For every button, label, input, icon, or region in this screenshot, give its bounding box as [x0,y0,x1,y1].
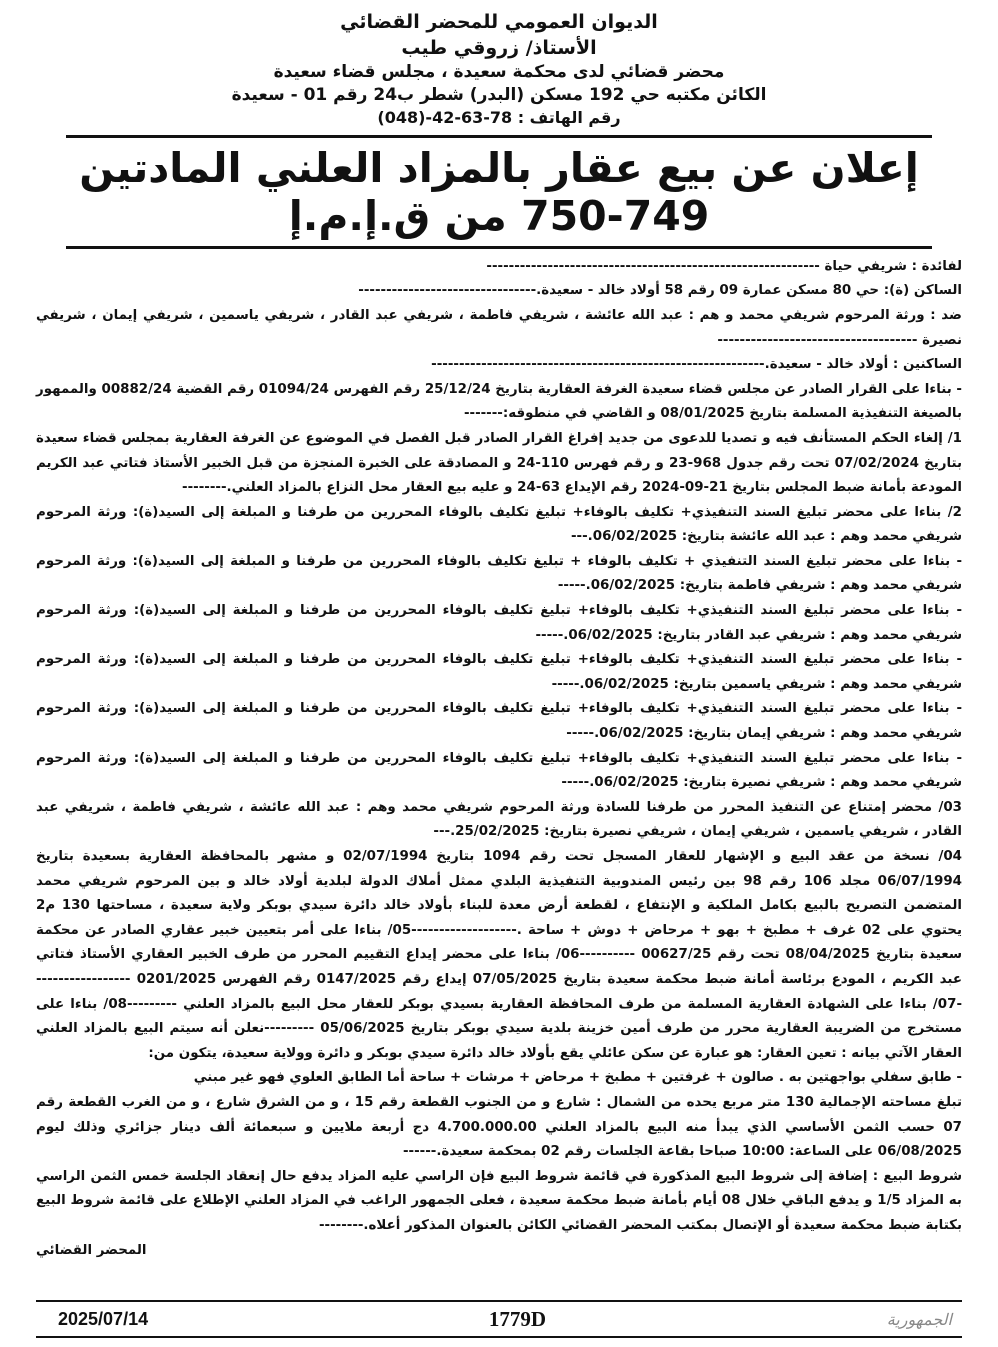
notification-nassira: - بناءا على محضر تبليغ السند التنفيذي+ تكليف بالوفاء+ تبليغ تكليف بالوفاء المحررين من طرفنا و المبلغة إلى السيد(ة): ورثة المرحوم شريفي محمد وهم : شريفي نصيرة بتاريخ: 06/02/2025.----- [36,750,962,791]
notification-fatima: - بناءا على محضر تبليغ السند التنفيذي + تكليف بالوفاء + تبليغ تكليف بالوفاء المحررين من طرفنا و المبلغة إلى السيد(ة): ورثة المرحوم شريفي محمد وهم : شريفي فاطمة بتاريخ: 06/02/2025.----- [36,553,962,594]
publication-date: 2025/07/14 [58,1308,149,1329]
property-area-price: تبلغ مساحته الإجمالية 130 متر مربع يحده من الشمال : شارع و من الجنوب القطعة رقم 15 ، و من الشرق شارع ، و من الغرب القطعة رقم 07 حسب الثمن الأساسي الذي يبدأ منه البيع بالمزاد العلني 4.700.000.00 دج أربعة ملايين و سبعمائة ألف دينار جزائري وذلك ليوم 06/08/2025 على الساعة: 10:00 صباحا بقاعة الجلسات رقم 02 بمحكمة سعيدة.------ [36,1094,962,1160]
bailiff-signature: المحضر القضائي [36,1242,147,1258]
court-decision-paragraph: - بناءا على القرار الصادر عن مجلس قضاء سعيدة الغرفة العقارية بتاريخ 25/12/24 رقم الفهرس 01094/24 رقم القضية 00882/24 والممهور بالصيغة التنفيذية المسلمة بتاريخ 08/01/2025 و القاضي في منطوقه:------- [36,381,962,422]
announcement-title: إعلان عن بيع عقار بالمزاد العلني المادتين 749-750 من ق.إ.م.إ [79,143,919,240]
announcement-body [36,255,962,1263]
bailiff-phone: رقم الهاتف : 78-63-42-(048) [377,108,621,128]
bailiff-address: الكائن مكتبه حي 192 مسكن (البدر) شطر ب24 رقم 01 - سعيدة [231,85,767,106]
bailiff-court: محضر قضائي لدى محكمة سعيدة ، مجلس قضاء سعيدة [273,62,725,83]
office-name: الديوان العمومي للمحضر القضائي [340,11,658,33]
item-1-paragraph: 1/ إلغاء الحكم المستأنف فيه و تصديا للدعوى من جديد إفراغ القرار الصادر قبل الفصل في الموضوع عن الغرفة العقارية بمجلس قضاء سعيدة بتاريخ 07/02/2024 تحت رقم جدول 968-23 و رقم فهرس 110-24 و المصادقة على الخبرة المنجزة من قبل الخبير الأستاذ فتاتي عبد الكريم المودعة بأمانة ضبط المجلس بتاريخ 21-09-2024 رقم الإيداع 63-24 و عليه بيع العقار محل النزاع بالمزاد العلني.-------- [36,430,962,496]
property-description: - طابق سفلي بواجهتين به . صالون + غرفتين + مطبخ + مرحاض + مرشات + ساحة أما الطابق العلوي فهو غير مبني [193,1070,962,1086]
notification-yasmine: - بناءا على محضر تبليغ السند التنفيذي+ تكليف بالوفاء+ تبليغ تكليف بالوفاء المحررين من طرفنا و المبلغة إلى السيد(ة): ورثة المرحوم شريفي محمد وهم : شريفي ياسمين بتاريخ: 06/02/2025.----- [36,652,962,692]
page-footer [36,1300,962,1338]
notification-abdelkader: - بناءا على محضر تبليغ السند التنفيذي+ تكليف بالوفاء+ تبليغ تكليف بالوفاء المحررين من طرفنا و المبلغة إلى السيد(ة): ورثة المرحوم شريفي محمد وهم : شريفي عبد القادر بتاريخ: 06/02/2025.----- [36,603,962,643]
item-3-paragraph: 03/ محضر إمتناع عن التنفيذ المحرر من طرفنا للسادة ورثة المرحوم شريفي محمد وهم : عبد الله عائشة ، شريفي فاطمة ، شريفي عبد القادر ، شريفي ياسمين ، شريفي إيمان ، شريفي نصيرة بتاريخ: 25/02/2025.--- [36,799,962,840]
announcement-code: 1779D [488,1306,546,1331]
announcement-title-banner [66,135,932,249]
sale-conditions: شروط البيع : إضافة إلى شروط البيع المذكورة في قائمة شروط البيع فإن الراسي عليه المزاد يدفع حال إنعقاد الجلسة خمس الثمن الراسي به المزاد 1/5 و يدفع الباقي خلال 08 أيام بأمانة ضبط محكمة سعيدة ، فعلى الجمهور الراغب في المزاد العلني الإطلاع على قائمة شروط البيع بكتابة ضبط محكمة سعيدة أو الإتصال بمكتب المحضر القضائي الكائن بالعنوان المذكور أعلاه.-------- [36,1168,962,1233]
defendants-line: ضد : ورثة المرحوم شريفي محمد و هم : عبد الله عائشة ، شريفي فاطمة ، شريفي عبد القادر ، شريفي ياسمين ، شريفي إيمان ، شريفي نصيرة ------------------------------------ [36,307,962,348]
beneficiary-address: الساكن (ة): حي 80 مسكن عمارة 09 رقم 58 أولاد خالد - سعيدة.-------------------------------- [358,283,962,299]
notification-imane: - بناءا على محضر تبليغ السند التنفيذي+ تكليف بالوفاء+ تبليغ تكليف بالوفاء المحررين من طرفنا و المبلغة إلى السيد(ة): ورثة المرحوم شريفي محمد وهم : شريفي إيمان بتاريخ: 06/02/2025.----- [36,701,962,742]
bailiff-name: الأستاذ/ زروقي طيب [401,36,597,59]
item-2-paragraph: 2/ بناءا على محضر تبليغ السند التنفيذي+ تكليف بالوفاء+ تبليغ تكليف بالوفاء المحررين من طرفنا و المبلغة إلى السيد(ة): ورثة المرحوم شريفي محمد وهم : عبد الله عائشة بتاريخ: 06/02/2025.--- [36,504,962,545]
bailiff-header [36,10,962,129]
defendants-address: الساكنين : أولاد خالد - سعيدة.------------------------------------------------------------ [431,357,962,373]
newspaper-logo: الجمهورية [886,1309,952,1329]
beneficiary-line: لفائدة : شريفي حياة ------------------------------------------------------------ [486,258,962,274]
item-4-8-paragraph: 04/ نسخة من عقد البيع و الإشهار للعقار المسجل تحت رقم 1094 بتاريخ 02/07/1994 و مشهر بالمحافظة العقارية بسعيدة بتاريخ 06/07/1994 مجلد 106 رقم 98 بين رئيس المندوبية التنفيذية البلدي ممثل أملاك الدولة لبلدية أولاد خالد و بين المرحوم شريفي محمد المتضمن التصريح بالبيع بكامل الملكية و الإنتفاع ، لقطعة أرض معدة للبناء بأولاد خالد دائرة سيدي بوبكر ولاية سعيدة ، مساحتها 130 م2 يحتوي على 02 غرف + مطبخ + بهو + مرحاض + دوش + ساحة .-------------------05/ بناءا على أمر بتعيين خبير عقاري الصادر عن محكمة سعيدة بتاريخ 08/04/2025 تحت رقم 00627/25 ----------06/ بناءا على محضر إيداع التقييم المحرر من طرف الخبير العقاري الأستاذ فتاتي عبد الكريم ، المودع برئاسة أمانة ضبط محكمة سعيدة بتاريخ 07/05/2025 إيداع رقم 0147/2025 رقم الفهرس 0201/2025 ------------------07/ بناءا على الشهادة العقارية المسلمة من طرف المحافظة العقارية بسيدي بوبكر للعقار محل البيع بالمزاد العلني ---------08/ بناءا على مستخرج من الضريبة العقارية محرر من طرف أمين خزينة بلدية سيدي بوبكر بتاريخ 05/06/2025 ---------نعلن أنه سيتم البيع بالمزاد العلني العقار الآتي بيانه : تعين العقار: هو عبارة عن سكن عائلي يقع بأولاد خالد دائرة سيدي بوبكر و دائرة وولاية سعيدة، يتكون من: [36,849,962,1061]
